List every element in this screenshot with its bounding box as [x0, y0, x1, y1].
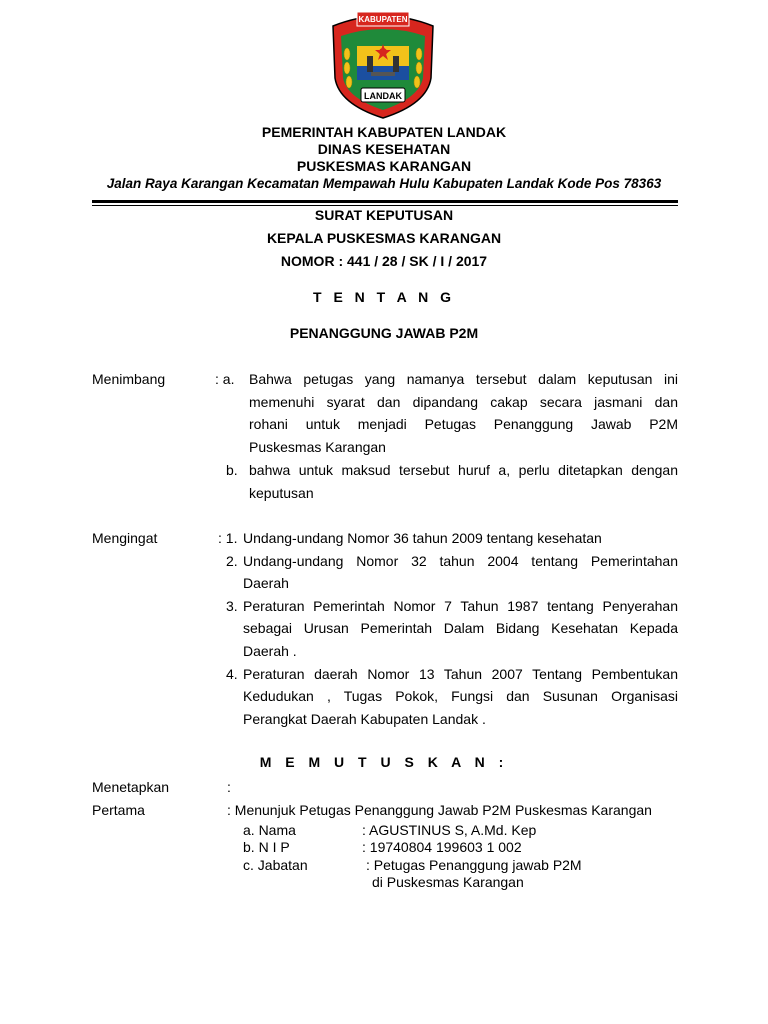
menimbang-a-line: Puskesmas Karangan	[249, 439, 386, 455]
nip-label: b. N I P	[243, 839, 290, 855]
doc-issuer: KEPALA PUSKESMAS KARANGAN	[266, 230, 502, 246]
doc-number: NOMOR : 441 / 28 / SK / I / 2017	[280, 253, 488, 269]
pertama-label: Pertama	[92, 802, 145, 818]
jabatan-value-line2: di Puskesmas Karangan	[372, 874, 524, 890]
jabatan-value: : Petugas Penanggung jawab P2M	[366, 857, 582, 873]
menimbang-a-line: memenuhi syarat dan dipandang cakap secara jasmani dan	[249, 394, 678, 410]
mengingat-item-line: Perangkat Daerah Kabupaten Landak .	[243, 711, 486, 727]
menetapkan-label: Menetapkan	[92, 779, 170, 795]
mengingat-item-prefix: 4.	[226, 666, 238, 682]
mengingat-item-prefix: : 1.	[218, 530, 238, 546]
pertama-value: : Menunjuk Petugas Penanggung Jawab P2M Puskesmas Karangan	[227, 802, 652, 818]
menimbang-b-line: keputusan	[249, 485, 314, 501]
menimbang-a-line: rohani untuk menjadi Petugas Penanggung Jawab P2M	[249, 416, 678, 432]
mengingat-item-line: Peraturan daerah Nomor 13 Tahun 2007 Tentang Pembentukan	[243, 666, 678, 682]
mengingat-item-line: Kedudukan , Tugas Pokok, Fungsi dan Susunan Organisasi	[243, 688, 678, 704]
header-divider-thin	[92, 205, 678, 206]
menimbang-a-line: Bahwa petugas yang namanya tersebut dalam keputusan ini	[249, 371, 678, 387]
nama-value: : AGUSTINUS S, A.Md. Kep	[362, 822, 537, 838]
mengingat-item-line: Peraturan Pemerintah Nomor 7 Tahun 1987 tentang Penyerahan	[243, 598, 678, 614]
mengingat-item-line: Daerah .	[243, 643, 297, 659]
menimbang-b-line: bahwa untuk maksud tersebut huruf a, perlu ditetapkan dengan	[249, 462, 678, 478]
menimbang-label: Menimbang	[92, 371, 166, 387]
menimbang-a-prefix: : a.	[215, 371, 235, 387]
mengingat-item-prefix: 2.	[226, 553, 238, 569]
header-divider-thick	[92, 200, 678, 203]
jabatan-label: c. Jabatan	[243, 857, 308, 873]
svg-text:KABUPATEN: KABUPATEN	[358, 15, 408, 24]
mengingat-item-line: Undang-undang Nomor 32 tahun 2004 tentang Pemerintahan	[243, 553, 678, 569]
nama-label: a. Nama	[243, 822, 296, 838]
memutuskan-heading: M E M U T U S K A N :	[259, 754, 509, 770]
header-address: Jalan Raya Karangan Kecamatan Mempawah Hulu Kabupaten Landak Kode Pos 78363	[106, 176, 662, 191]
nip-value: : 19740804 199603 1 002	[362, 839, 522, 855]
svg-text:LANDAK: LANDAK	[364, 91, 402, 101]
header-institution: PUSKESMAS KARANGAN	[296, 158, 472, 174]
doc-title: SURAT KEPUTUSAN	[314, 207, 454, 223]
mengingat-item-line: Undang-undang Nomor 36 tahun 2009 tentang kesehatan	[243, 530, 602, 546]
doc-tentang: T E N T A N G	[313, 289, 455, 305]
menetapkan-value: :	[227, 779, 231, 795]
mengingat-item-line: sebagai Urusan Pemerintah Dalam Bidang Kesehatan Kepada	[243, 620, 678, 636]
landak-regency-emblem	[327, 8, 439, 120]
header-government: PEMERINTAH KABUPATEN LANDAK	[261, 124, 507, 140]
menimbang-b-prefix: b.	[226, 462, 238, 478]
header-department: DINAS KESEHATAN	[317, 141, 451, 157]
mengingat-label: Mengingat	[92, 530, 158, 546]
doc-subject: PENANGGUNG JAWAB P2M	[289, 325, 479, 341]
mengingat-item-prefix: 3.	[226, 598, 238, 614]
mengingat-item-line: Daerah	[243, 575, 289, 591]
